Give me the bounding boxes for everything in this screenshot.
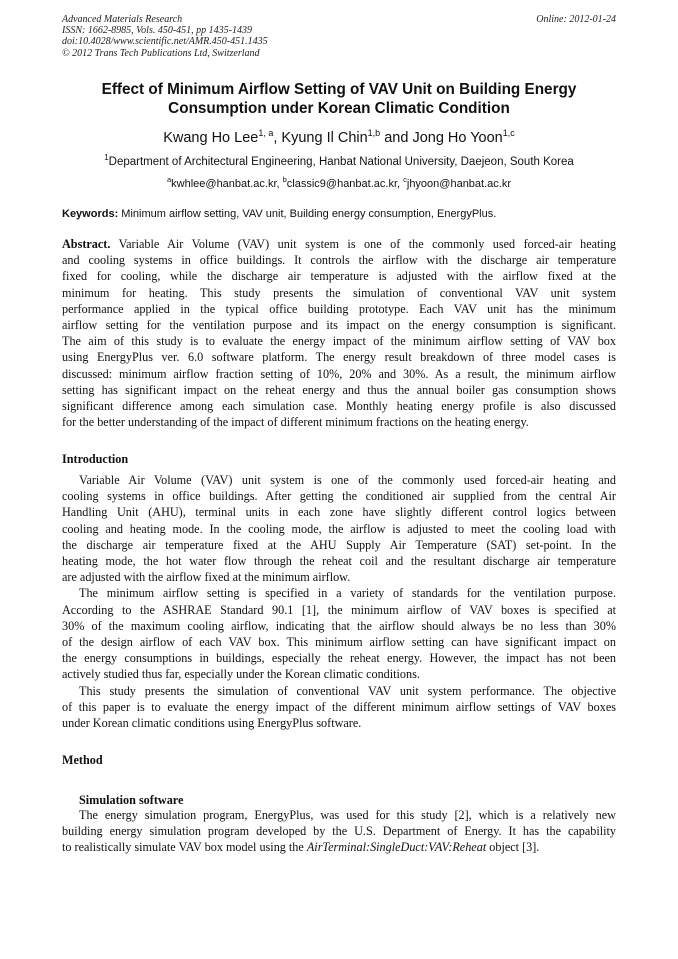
title-line: Consumption under Korean Climatic Condition <box>168 100 510 117</box>
intro-line: of the design airflow of each VAV box. This minimum airflow setting can have significant impact on <box>62 635 616 650</box>
journal-header <box>62 14 616 59</box>
intro-line: heating mode, the hot water flow through the reheat coil and the resultant discharge air temperature <box>62 554 616 569</box>
subsection-heading-simulation-software: Simulation software <box>79 793 184 807</box>
abstract-line: setting has significant impact on the reheat energy and thus the annual boiler gas consumption shows <box>62 382 616 397</box>
abstract-line <box>62 236 616 252</box>
abstract-line: minimum for heating. This study presents the simulation of conventional VAV unit system <box>62 285 616 300</box>
method-line-end: object [3]. <box>486 840 540 855</box>
author-list <box>62 129 616 147</box>
intro-line: the energy consumptions in buildings, especially the reheat energy. However, the impact has not been <box>62 651 616 666</box>
abstract-line-text: Variable Air Volume (VAV) unit system is one of the commonly used forced-air heating <box>110 237 616 251</box>
method-line: building energy simulation program developed by the U.S. Department of Energy. It has the capability <box>62 824 616 839</box>
email-sup: c <box>403 175 407 184</box>
intro-line: of this paper is to evaluate the energy impact of the different minimum airflow settings of VAV boxes <box>62 699 616 714</box>
email-link[interactable]: classic9@hanbat.ac.kr, <box>286 178 404 190</box>
abstract-line: discussed: minimum airflow fraction setting of 10%, 20% and 30%. As a result, the minimum airflow <box>62 366 616 381</box>
intro-line: 30% of the maximum cooling airflow, indicating that the airflow should always be no less than 30% <box>62 618 616 633</box>
author-name: Jong Ho Yoon <box>412 130 503 146</box>
method-line: The energy simulation program, EnergyPlus, was used for this study [2], which is a relatively new <box>79 808 616 822</box>
section-heading-introduction: Introduction <box>62 452 129 466</box>
journal-name: Advanced Materials Research <box>62 14 183 25</box>
abstract-line: The aim of this study is to evaluate the energy impact of the minimum airflow setting of VAV box <box>62 334 616 349</box>
abstract-line: significant difference among each simulation case. Monthly heating energy profile is also discussed <box>62 399 616 414</box>
abstract-line: and cooling systems in office buildings. It controls the airflow with the discharge air temperature <box>62 253 616 268</box>
introduction-body <box>62 472 616 731</box>
email-sup: a <box>166 175 172 184</box>
issn: ISSN: 1662-8985, Vols. 450-451, pp 1435-1439 <box>62 25 252 37</box>
author-name: Kwang Ho Lee <box>163 130 259 146</box>
energyplus-object-name: AirTerminal:SingleDuct:VAV:Reheat <box>306 840 487 855</box>
affiliation-text: Department of Architectural Engineering, Hanbat National University, Daejeon, South Korea <box>108 156 574 168</box>
abstract-line: fixed for cooling, while the discharge air temperature is adjusted with the airflow fixed at the <box>62 269 616 284</box>
intro-line: are adjusted with the airflow fixed at the minimum airflow. <box>62 570 351 585</box>
paper-title <box>62 80 616 118</box>
email-sup: b <box>282 175 287 184</box>
abstract-label: Abstract. <box>62 237 111 251</box>
abstract-line: airflow setting for the ventilation purpose and its impact on the energy consumption is significant. <box>62 318 616 333</box>
doi: doi:10.4028/www.scientific.net/AMR.450-451.1435 <box>62 36 268 48</box>
intro-line: According to the ASHRAE Standard 90.1 [1], the minimum airflow of VAV boxes is specified at <box>62 602 616 617</box>
author-sup: 1,c <box>502 128 515 138</box>
intro-line: under Korean climatic conditions using EnergyPlus software. <box>62 716 362 731</box>
abstract-line: for the better understanding of the impact of different minimum fractions on the heating energy. <box>62 415 529 430</box>
title-line: Effect of Minimum Airflow Setting of VAV Unit on Building Energy <box>101 81 577 98</box>
keywords <box>62 207 616 222</box>
affiliation <box>62 155 616 170</box>
section-heading-method: Method <box>62 753 103 767</box>
email-list <box>62 177 616 192</box>
abstract-line: performance applied in the typical office building prototype. Each VAV unit has the minimum <box>62 301 616 316</box>
intro-line: Variable Air Volume (VAV) unit system is one of the commonly used forced-air heating and <box>79 473 616 487</box>
author-sep: and <box>380 130 413 146</box>
author-name: Kyung Il Chin <box>281 130 368 146</box>
keywords-label: Keywords: <box>62 208 119 220</box>
method-line-text: to realistically simulate VAV box model using the <box>62 840 307 855</box>
email-link[interactable]: kwhlee@hanbat.ac.kr, <box>171 178 283 190</box>
email-link[interactable]: jhyoon@hanbat.ac.kr <box>406 178 511 190</box>
method-body <box>62 807 616 856</box>
author-sup: 1,b <box>367 128 381 138</box>
intro-line: This study presents the simulation of conventional VAV unit system performance. The objective <box>79 683 616 698</box>
copyright: © 2012 Trans Tech Publications Ltd, Switzerland <box>62 47 260 59</box>
intro-line: actively studied thus far, especially under the Korean climatic conditions. <box>62 667 420 682</box>
intro-line: cooling and heating mode. In the cooling mode, the airflow is adjusted to meet the cooling load with <box>62 521 616 536</box>
abstract-line: using EnergyPlus ver. 6.0 software platform. The energy result breakdown of three model cases is <box>62 350 616 365</box>
affiliation-sup: 1 <box>104 153 109 162</box>
intro-line: cooling systems in office buildings. After getting the conditioned air supplied from the central Air <box>62 489 616 504</box>
abstract <box>62 236 616 430</box>
online-date: Online: 2012-01-24 <box>536 14 616 25</box>
author-sup: 1, a <box>258 128 274 138</box>
author-sep: , <box>273 130 282 146</box>
intro-line: Handling Unit (AHU), terminal units in each zone have slightly different control logics between <box>62 505 616 520</box>
intro-line: the discharge air temperature fixed at the AHU Supply Air Temperature (SAT) set-point. In the <box>62 537 616 552</box>
keywords-text: Minimum airflow setting, VAV unit, Building energy consumption, EnergyPlus. <box>118 208 497 220</box>
intro-line: The minimum airflow setting is specified in a variety of standards for the ventilation purpose. <box>79 586 616 601</box>
method-line <box>62 839 616 855</box>
